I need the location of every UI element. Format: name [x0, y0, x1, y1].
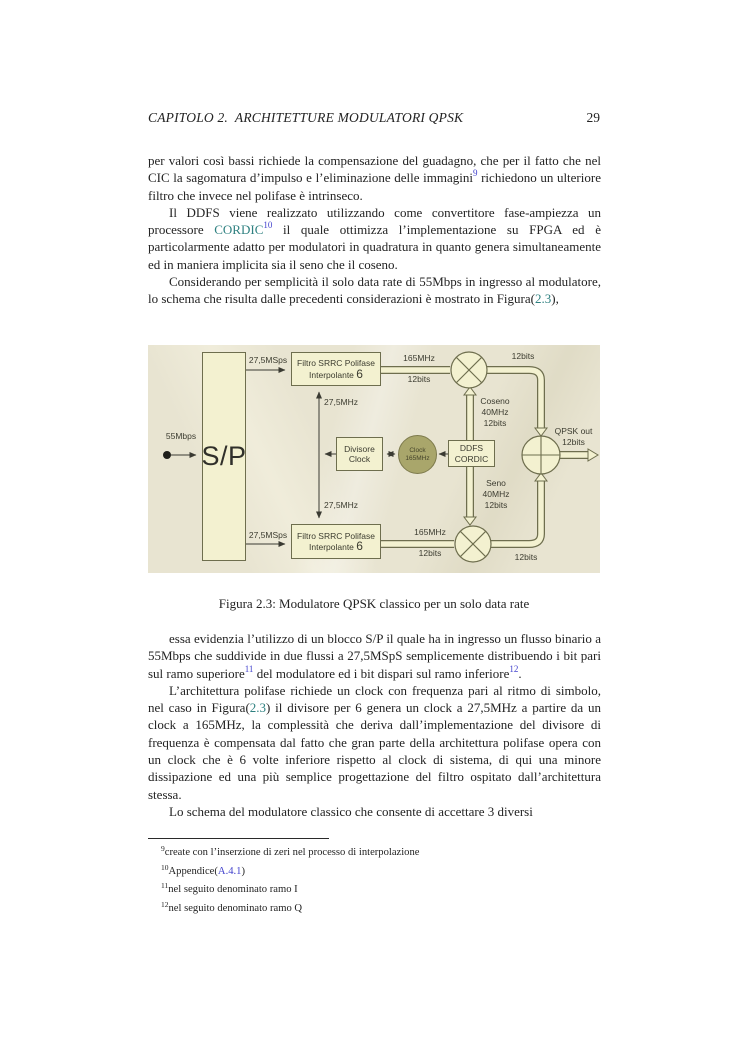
- ddfs-cordic-block: [448, 440, 495, 467]
- figure-caption: Figura 2.3: Modulatore QPSK classico per un solo data rate: [218, 596, 530, 611]
- body-text-lower: [148, 630, 601, 820]
- label-27mhz-bottom: 27,5MHz: [324, 500, 359, 510]
- sp-block: [202, 352, 246, 561]
- clock-source-block: [398, 435, 437, 474]
- paragraph-text: ),: [551, 291, 559, 307]
- body-text-upper: [148, 152, 601, 308]
- label-165mhz-top: 165MHz: [403, 353, 435, 363]
- paragraph: [148, 273, 601, 308]
- footnote-marker: 9: [161, 844, 165, 853]
- paragraph-text: ) il divisore per 6 genera un clock a 27,5MHz a partire da un clock a 165MHz, la complessità che deriva dall’implementazione del divisore di frequenza è compensata dal fatto che gran parte della architettura polifase opera con un clock che è 6 volte inferiore rispetto al clock di sistema, di qui una minore dissipazione ed una più semplice progettazione del filtro ospitato dall’architettura stessa.: [148, 700, 601, 802]
- footnote-ref-10[interactable]: 10: [263, 220, 273, 231]
- appendix-link[interactable]: A.4.1: [217, 865, 242, 877]
- paragraph-text: richiedono un ulteriore filtro che invece nel polifase è intrinseco.: [148, 170, 601, 203]
- footnotes: [148, 842, 600, 916]
- ddfs-label2: CORDIC: [454, 453, 489, 464]
- footnote-12: $^{12}$nel seguito denominato ramo Q: [148, 898, 600, 917]
- page-number: 29: [586, 110, 600, 125]
- figure-2-3-link[interactable]: 2.3: [534, 291, 552, 307]
- footnote-marker: 12: [161, 899, 169, 909]
- footnote-ref-12[interactable]: 12: [509, 663, 519, 674]
- label-12bits-top-out: 12bits: [511, 351, 535, 361]
- paragraph: [148, 682, 601, 803]
- footnote-ref-9[interactable]: 9: [472, 168, 478, 179]
- footnote-marker: 10: [161, 862, 169, 872]
- label-12bits-top-in: 12bits: [407, 374, 431, 384]
- paragraph-text: L’architettura polifase richiede un clock con frequenza pari al ritmo di simbolo, nel caso in Figura(: [148, 682, 601, 716]
- paragraph: [148, 204, 601, 273]
- cordic-link[interactable]: CORDIC: [214, 222, 264, 238]
- label-msps-top: 27,5MSps: [248, 355, 288, 365]
- paragraph-text: il quale ottimizza l’implementazione su FPGA ed è particolarmente adatto per modulatori in quadratura in quanto genera simultaneamente ed in maniera implicita sia il seno che il coseno.: [148, 222, 601, 272]
- label-coseno: Coseno 40MHz 12bits: [480, 396, 510, 428]
- label-27mhz-top: 27,5MHz: [324, 397, 359, 407]
- paragraph: [148, 630, 601, 682]
- footnote-9: $^9$create con l’inserzione di zeri nel processo di interpolazione: [148, 842, 600, 861]
- label-seno: Seno 40MHz 12bits: [482, 478, 510, 510]
- paragraph-text: essa evidenzia l’utilizzo di un blocco S/P il quale ha in ingresso un flusso binario a 55Mbps che suddivide in due flussi a 27,5MSpS semplicemente distribuendo i bit pari sul ramo superiore: [148, 631, 601, 681]
- clock-label: Clock: [409, 446, 426, 454]
- paragraph: [148, 152, 601, 204]
- paragraph-text: del modulatore ed i bit dispari sul ramo inferiore: [253, 665, 510, 681]
- label-qpsk-out: QPSK out 12bits: [554, 426, 593, 447]
- filter-top-label2: Interpolante 6: [309, 366, 363, 381]
- footnote-11: $^{11}$nel seguito denominato ramo I: [148, 879, 600, 898]
- divisore-label2: Clock: [348, 454, 371, 464]
- paragraph-text: per valori così bassi richiede la compensazione del guadagno, che per il fatto che nel CIC la sagomatura d’impulso e l’eliminazione delle immagini: [148, 153, 601, 186]
- label-12bits-bottom-in: 12bits: [418, 548, 442, 558]
- divisore-label: Divisore: [344, 443, 375, 454]
- label-12bits-bottom-out: 12bits: [514, 552, 538, 562]
- footnote-10: $^{10}$Appendice(A.4.1): [148, 861, 600, 880]
- chapter-header: CAPITOLO 2. ARCHITETTURE MODULATORI QPSK: [148, 110, 464, 125]
- ddfs-label: DDFS: [459, 443, 484, 453]
- sp-block-label: S/P: [201, 441, 247, 472]
- paragraph-text: Considerando per semplicità il solo data rate di 55Mbps in ingresso al modulatore, lo schema che risulta dalle precedenti considerazioni è mostrato in Figura(: [148, 274, 601, 307]
- paragraph-text: .: [518, 665, 522, 681]
- label-165mhz-bottom: 165MHz: [414, 527, 446, 537]
- paragraph: Lo schema del modulatore classico che consente di accettare 3 diversi: [169, 803, 533, 819]
- clock-label2: 165MHz: [405, 454, 430, 462]
- footnote-separator: [148, 838, 329, 839]
- label-input-rate: 55Mbps: [165, 431, 197, 441]
- filter-top-block: [291, 352, 381, 386]
- filter-bottom-label: Filtro SRRC Polifase: [297, 530, 375, 541]
- figure-2-3-diagram: [148, 345, 600, 573]
- filter-bottom-label2: Interpolante 6: [309, 539, 363, 553]
- divisore-clock-block: [336, 437, 383, 471]
- label-msps-bottom: 27,5MSps: [248, 530, 288, 540]
- page-header: [148, 110, 600, 126]
- filter-top-label: Filtro SRRC Polifase: [297, 358, 375, 368]
- paragraph-text: Il DDFS viene realizzato utilizzando come convertitore fase-ampiezza un processore: [148, 204, 601, 238]
- input-node-icon: [163, 451, 171, 459]
- footnote-marker: 11: [161, 881, 169, 891]
- footnote-ref-11[interactable]: 11: [244, 663, 254, 674]
- filter-bottom-block: [291, 524, 381, 559]
- figure-2-3-link[interactable]: 2.3: [249, 700, 267, 716]
